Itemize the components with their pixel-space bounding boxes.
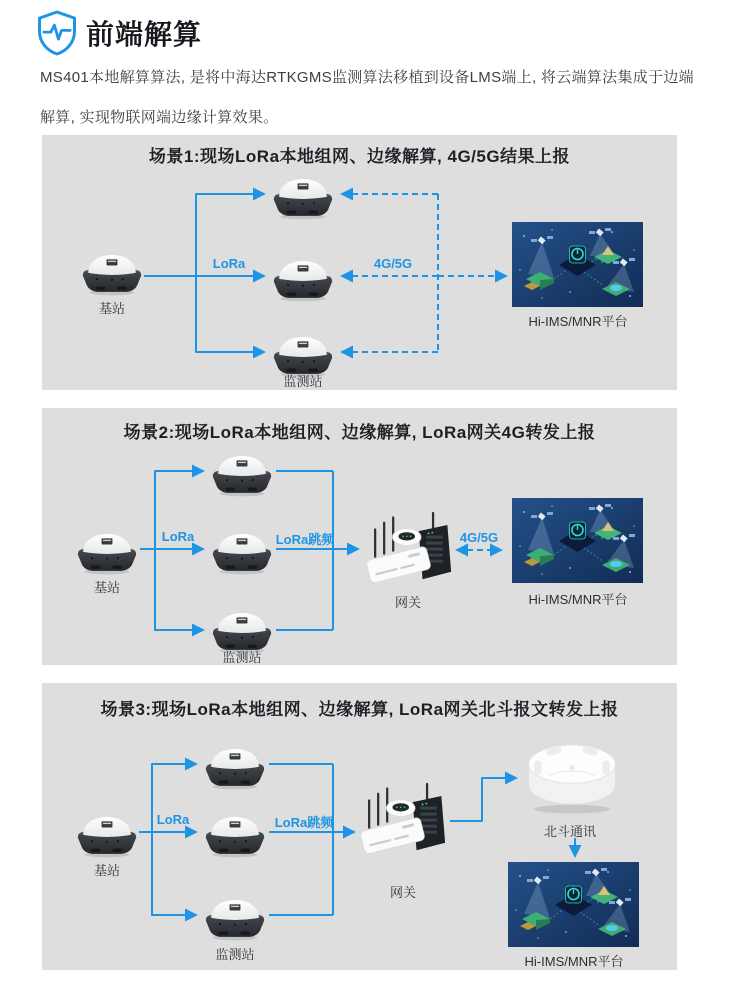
scenario1-panel — [42, 135, 677, 390]
intro-paragraph: MS401本地解算算法, 是将中海达RTKGMS监测算法移植到设备LMS端上, 将云端算法集成于边端解算, 实现物联网端边缘计算效果。 — [40, 69, 694, 126]
monitor-station-device — [269, 321, 337, 378]
base-station-label: 基站 — [93, 580, 121, 595]
platform-label: Hi-IMS/MNR平台 — [528, 592, 628, 607]
platform-illustration — [512, 222, 643, 307]
base-station-device — [73, 518, 141, 575]
monitor-station-device — [201, 801, 269, 858]
beidou-device — [520, 733, 624, 816]
platform-label: Hi-IMS/MNR平台 — [524, 954, 624, 969]
scenario3-title: 场景3:现场LoRa本地组网、边缘解算, LoRa网关北斗报文转发上报 — [100, 700, 619, 719]
monitor-station-label: 监测站 — [283, 374, 323, 389]
monitor-station-device — [208, 518, 276, 575]
monitor-station-device — [208, 597, 276, 654]
scenario2-title: 场景2:现场LoRa本地组网、边缘解算, LoRa网关4G转发上报 — [123, 423, 596, 442]
monitor-station-device — [269, 245, 337, 302]
scenario3-panel — [42, 683, 677, 970]
platform-label: Hi-IMS/MNR平台 — [528, 314, 628, 329]
monitor-station-device — [201, 884, 269, 941]
gateway-device — [360, 510, 458, 589]
monitor-station-device — [208, 440, 276, 497]
base-station-device — [73, 801, 141, 858]
scenario1-title: 场景1:现场LoRa本地组网、边缘解算, 4G/5G结果上报 — [148, 147, 571, 166]
monitor-station-label: 监测站 — [215, 947, 255, 962]
lora-hop-link-label: LoRa跳频 — [275, 532, 335, 547]
monitor-station-device — [201, 733, 269, 790]
lora-hop-link-label: LoRa跳频 — [274, 815, 334, 830]
base-station-device — [78, 239, 146, 296]
shield-pulse-icon — [36, 10, 78, 56]
monitor-station-device — [269, 163, 337, 220]
gateway-label: 网关 — [394, 595, 422, 610]
lora-link-label: LoRa — [212, 256, 246, 271]
4g5g-link-label: 4G/5G — [459, 530, 499, 545]
gateway-device — [354, 781, 452, 860]
platform-illustration — [512, 498, 643, 583]
4g5g-link-label: 4G/5G — [373, 256, 413, 271]
gateway-label: 网关 — [389, 885, 417, 900]
page-header — [36, 10, 202, 56]
platform-illustration — [508, 862, 639, 947]
base-station-label: 基站 — [98, 301, 126, 316]
lora-link-label: LoRa — [156, 812, 190, 827]
beidou-label: 北斗通讯 — [543, 824, 597, 839]
base-station-label: 基站 — [93, 863, 121, 878]
scenario2-panel — [42, 408, 677, 665]
lora-link-label: LoRa — [161, 529, 195, 544]
monitor-station-label: 监测站 — [222, 650, 262, 665]
page-title: 前端解算 — [86, 19, 203, 50]
